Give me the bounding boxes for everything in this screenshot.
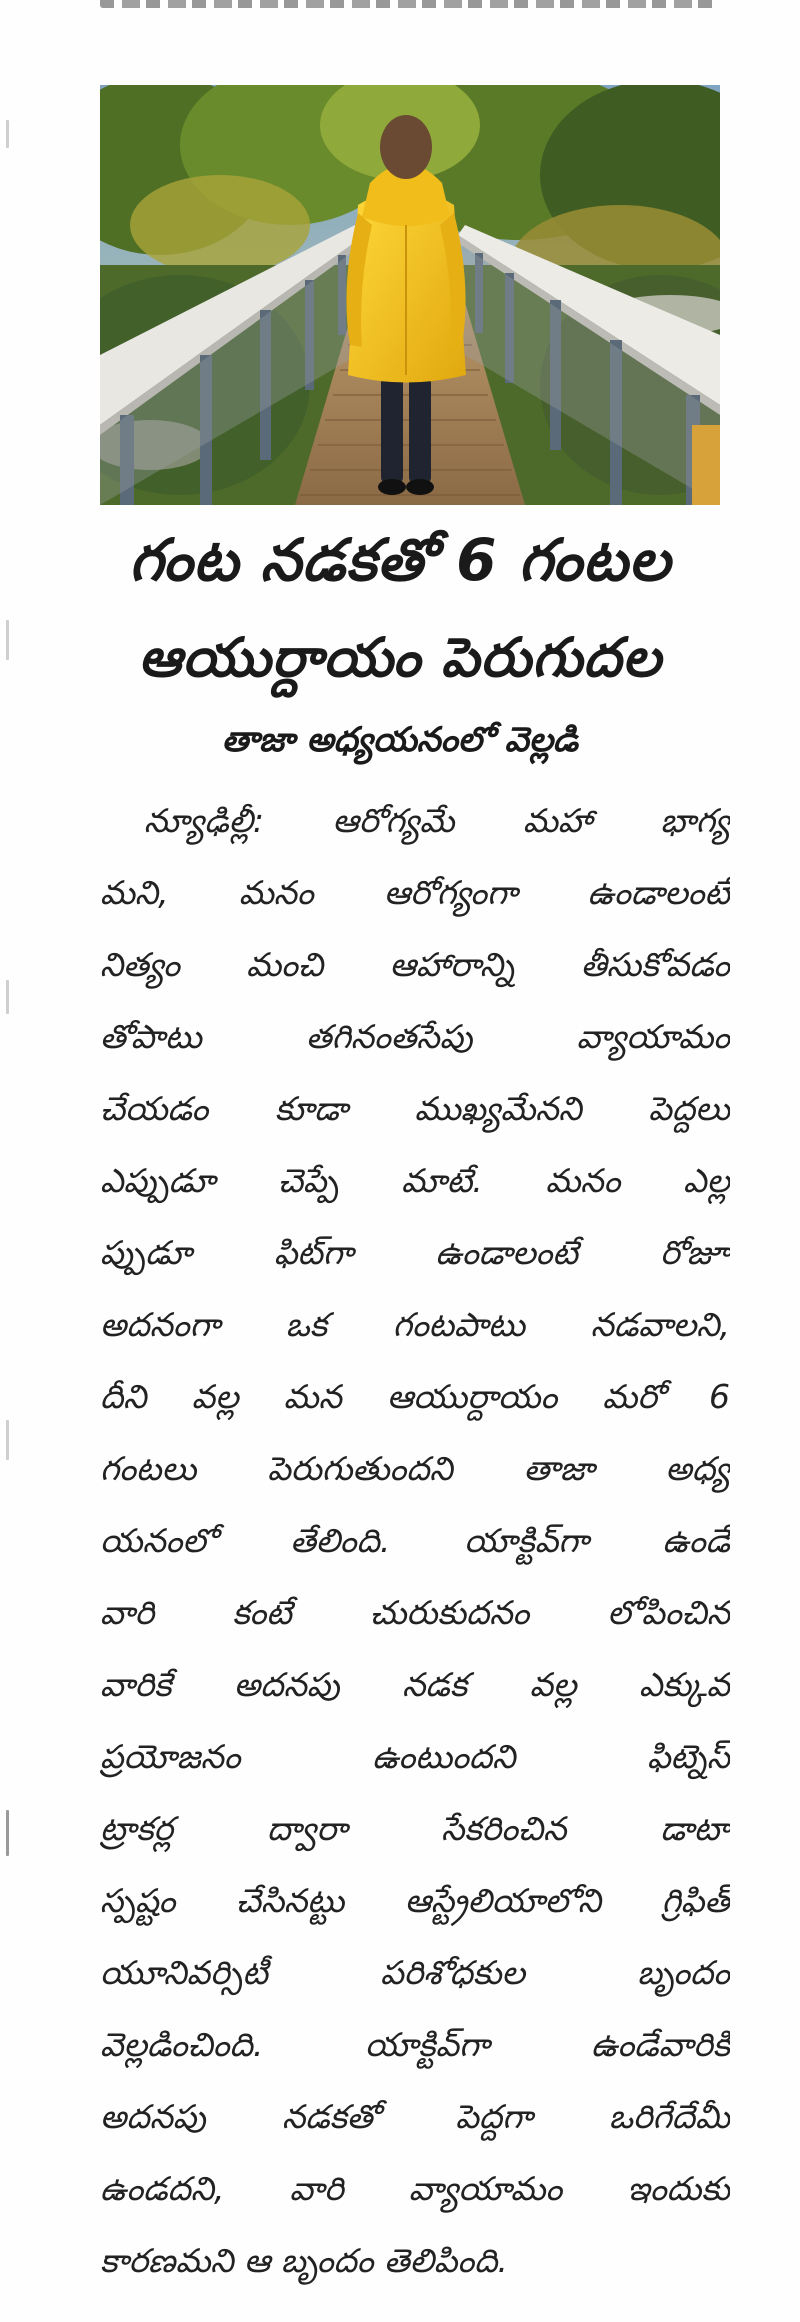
article-photo <box>100 85 720 505</box>
bridge-walker-illustration <box>100 85 720 505</box>
body-line: వెల్లడించింది. యాక్టివ్‌గా ఉండేవారికి <box>100 2025 730 2064</box>
body-line: ప్పుడూ ఫిట్‌గా ఉండాలంటే రోజూ <box>100 1233 730 1272</box>
body-line: కారణమని ఆ బృందం తెలిపింది. <box>100 2241 508 2280</box>
scan-edge-mark <box>6 980 9 1014</box>
subheadline: తాజా అధ్యయనంలో వెల్లడి <box>221 720 579 760</box>
body-line: ట్రాకర్ల ద్వారా సేకరించిన డాటా <box>100 1809 730 1848</box>
cropped-text-remnant <box>100 0 720 8</box>
scan-edge-mark <box>6 620 9 660</box>
body-line: యూనివర్సిటీ పరిశోధకుల బృందం <box>100 1953 730 1992</box>
body-line: న్యూఢిల్లీ: ఆరోగ్యమే మహా భాగ్య <box>144 801 730 840</box>
body-line: వారికే అదనపు నడక వల్ల ఎక్కువ <box>100 1665 730 1704</box>
body-line: వారి కంటే చురుకుదనం లోపించిన <box>100 1593 730 1632</box>
article-body <box>100 785 730 2297</box>
body-line: చేయడం కూడా ముఖ్యమేనని పెద్దలు <box>100 1089 730 1128</box>
scan-edge-mark <box>6 120 9 148</box>
headline-line-1: గంట నడకతో 6 గంటల <box>129 526 671 594</box>
body-line: అదనపు నడకతో పెద్దగా ఒరిగేదేమీ <box>100 2097 730 2136</box>
body-line: తోపాటు తగినంతసేపు వ్యాయామం <box>100 1017 730 1056</box>
cropped-previous-article <box>100 0 720 22</box>
body-line: స్పష్టం చేసినట్టు ఆస్ట్రేలియాలోని గ్రిఫిత్ <box>100 1881 730 1920</box>
body-line: ఎప్పుడూ చెప్పే మాటే. మనం ఎల్ల <box>100 1161 730 1200</box>
body-line: యనంలో తేలింది. యాక్టివ్‌గా ఉండే <box>100 1521 730 1560</box>
body-line: అదనంగా ఒక గంటపాటు నడవాలని, <box>100 1305 730 1344</box>
body-line: ఉండదని, వారి వ్యాయామం ఇందుకు <box>100 2169 730 2208</box>
body-line: మని, మనం ఆరోగ్యంగా ఉండాలంటే <box>100 873 730 912</box>
scan-edge-mark <box>6 1420 9 1460</box>
scan-edge-mark <box>6 1810 9 1856</box>
body-line: నిత్యం మంచి ఆహారాన్ని తీసుకోవడం <box>100 945 730 984</box>
body-line: దీని వల్ల మన ఆయుర్దాయం మరో 6 <box>100 1377 730 1416</box>
body-line: ప్రయోజనం ఉంటుందని ఫిట్నెస్ <box>100 1737 730 1776</box>
headline-line-2: ఆయుర్దాయం పెరుగుదల <box>138 626 662 689</box>
body-line: గంటలు పెరుగుతుందని తాజా అధ్య <box>100 1449 730 1488</box>
